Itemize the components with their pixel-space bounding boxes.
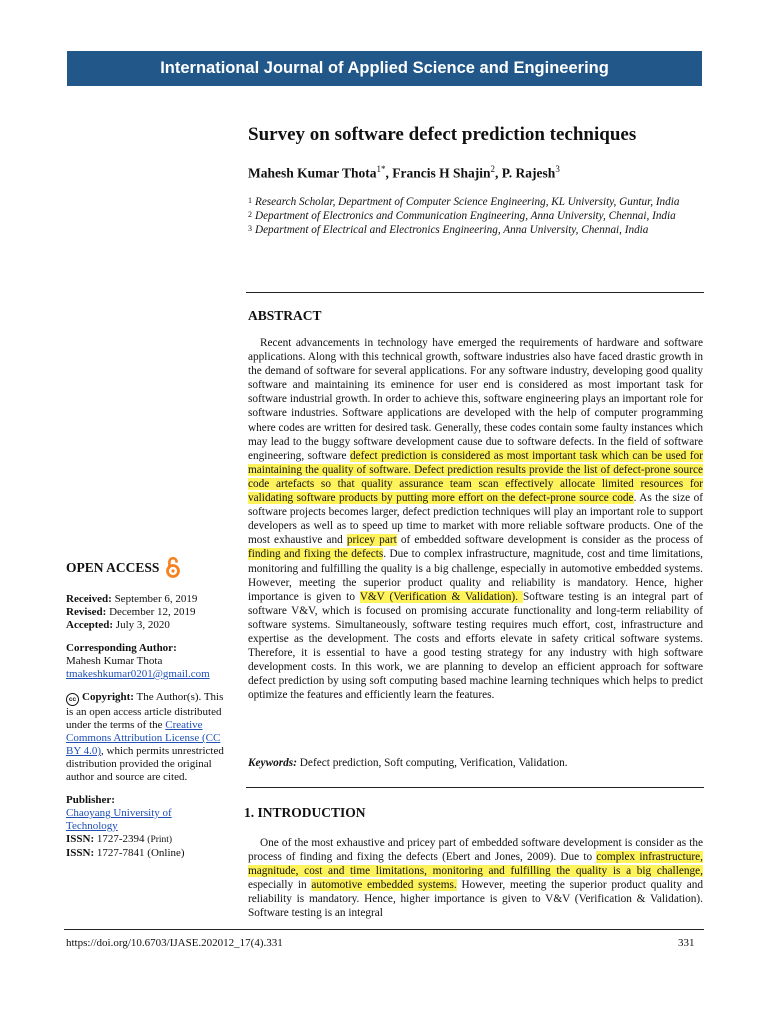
abstract-heading: ABSTRACT [248, 308, 322, 323]
highlighted-text: pricey part [346, 534, 397, 547]
divider [246, 787, 704, 788]
highlighted-text: defect prediction is considered as most important task which can be used for maintaining the quality of software. Defect prediction results provide the list of defect-prone source code artefacts so that quality assurance team scan effectively allocate limited resources for validating software products by putting more effort on the defect-prone source code [248, 449, 703, 505]
publisher-link[interactable]: Chaoyang University of Technology [66, 807, 172, 832]
introduction-heading: 1. INTRODUCTION [244, 805, 366, 820]
highlighted-text: V&V (Verification & Validation). [359, 590, 523, 603]
publisher-label: Publisher: [66, 794, 115, 806]
footer-divider [64, 929, 704, 930]
affiliations [248, 195, 688, 237]
author-name: Mahesh Kumar Thota [248, 165, 377, 181]
received-date: Received: September 6, 2019 [66, 593, 198, 605]
copyright-notice: cc Copyright: The Author(s). This is an open access article distributed under the terms of the Creative Commons Attribution License (CC BY 4.0), which permits unrestricted distribution provided the original author and source are cited. [66, 691, 224, 783]
body-text: especially in [248, 879, 312, 892]
page-number: 331 [678, 937, 695, 949]
revised-date: Revised: December 12, 2019 [66, 606, 196, 618]
author-sup: 3 [555, 164, 560, 174]
body-text: One of the most exhaustive and pricey part of embedded software development is consider as the process of finding and fixing the defects (Ebert and Jones, 2009). Due to [248, 837, 703, 864]
affiliation: 1 Research Scholar, Department of Computer Science Engineering, KL University, Guntur, India [248, 196, 680, 208]
body-text: . Due to complex infrastructure, magnitude, cost and time limitations, monitoring and fulfilling the quality is a big challenge, especially in automotive embedded systems. However, meeting the superior product quality and reliability is mandatory. Hence, higher importance is given to [248, 548, 703, 603]
open-access-label: OPEN ACCESS [66, 559, 160, 575]
body-text: of embedded software development is consider as the process of [396, 534, 703, 547]
body-text: However, meeting the superior product quality and reliability is mandatory. Hence, higher importance is given to V&V (Verification & Validation). Software testing is an integral [248, 879, 704, 920]
abstract-body [248, 336, 703, 702]
article-title: Survey on software defect prediction techniques [248, 124, 637, 145]
accepted-date: Accepted: July 3, 2020 [66, 619, 170, 631]
body-text: Software testing is an integral part of software V&V, which is focused on promising accurate functionality and long-term reliability of software systems. Simultaneously, software testing requires much effort, cost, infrastructure and expertise as the development. The costs and efforts elevate in safety critical software systems. Therefore, it is essential to have a good testing strategy for any industry with high software development costs. In this work, we are planning to develop an efficient approach for software defect prediction by using soft computing based machine learning techniques which helps to predict optimize the features and efficiently learn the features. [248, 590, 703, 702]
author-sup: 2 [490, 164, 496, 174]
affiliation: 2 Department of Electronics and Communication Engineering, Anna University, Chennai, India [248, 210, 676, 222]
affiliation: 3 Department of Electrical and Electronics Engineering, Anna University, Chennai, India [248, 224, 649, 236]
author-name: P. Rajesh [501, 165, 556, 181]
author-list: Mahesh Kumar Thota$^{1*}$, Francis H Shajin$^2$, P. Rajesh$^3$ [248, 164, 560, 181]
corresponding-name: Mahesh Kumar Thota [66, 655, 163, 667]
open-access-header [66, 555, 226, 579]
keywords-label: Keywords: [248, 757, 297, 769]
author-sup: 1* [376, 164, 386, 174]
introduction-body [248, 836, 703, 921]
open-access-lock-icon [165, 555, 181, 579]
license-link[interactable]: Creative Commons Attribution License (CC BY 4.0) [66, 719, 221, 757]
article-info-sidebar [66, 555, 226, 860]
divider [246, 292, 704, 293]
keywords-text: Defect prediction, Soft computing, Verification, Validation. [296, 757, 568, 769]
highlighted-text: finding and fixing the defects [248, 548, 384, 561]
journal-name: International Journal of Applied Science and Engineering [160, 59, 609, 77]
highlighted-text: complex infrastructure, magnitude, cost and time limitations, monitoring and fulfilling the quality is a big challenge, [248, 851, 703, 878]
corresponding-email-link[interactable]: tmakeshkumar0201@gmail.com [66, 668, 210, 680]
creative-commons-icon: cc [66, 693, 79, 706]
keywords [248, 757, 568, 769]
journal-banner [67, 51, 702, 86]
doi-text: https://doi.org/10.6703/IJASE.202012_17(4).331 [66, 937, 283, 949]
body-text: . As the size of software projects becomes larger, defect prediction techniques will play an important role to support developers as well as to speed up time to market with more reliable software products. One of the most exhaustive and [248, 492, 703, 547]
issn-print: ISSN: 1727-2394 (Print) [66, 833, 173, 845]
issn-online: ISSN: 1727-7841 (Online) [66, 847, 185, 859]
author-name: Francis H Shajin [392, 165, 491, 181]
corresponding-label: Corresponding Author: [66, 642, 177, 654]
body-text: Recent advancements in technology have emerged the requirements of hardware and software applications. Along with this technical growth, software industries also have faced drastic growth in the demand of software for several applications. For any software industry, developing good quality software and maintaining its eminence for user end is considered as most important task for software industrial growth. In order to achieve this, software engineering plays an important role for software industries. Software applications are developed with the help of computer programming where codes are written for desired task. Generally, these codes contain some faulty instances which may lead to the buggy software development cause due to software defects. In the field of software engineering, software [248, 337, 703, 462]
highlighted-text: automotive embedded systems. [311, 879, 457, 892]
